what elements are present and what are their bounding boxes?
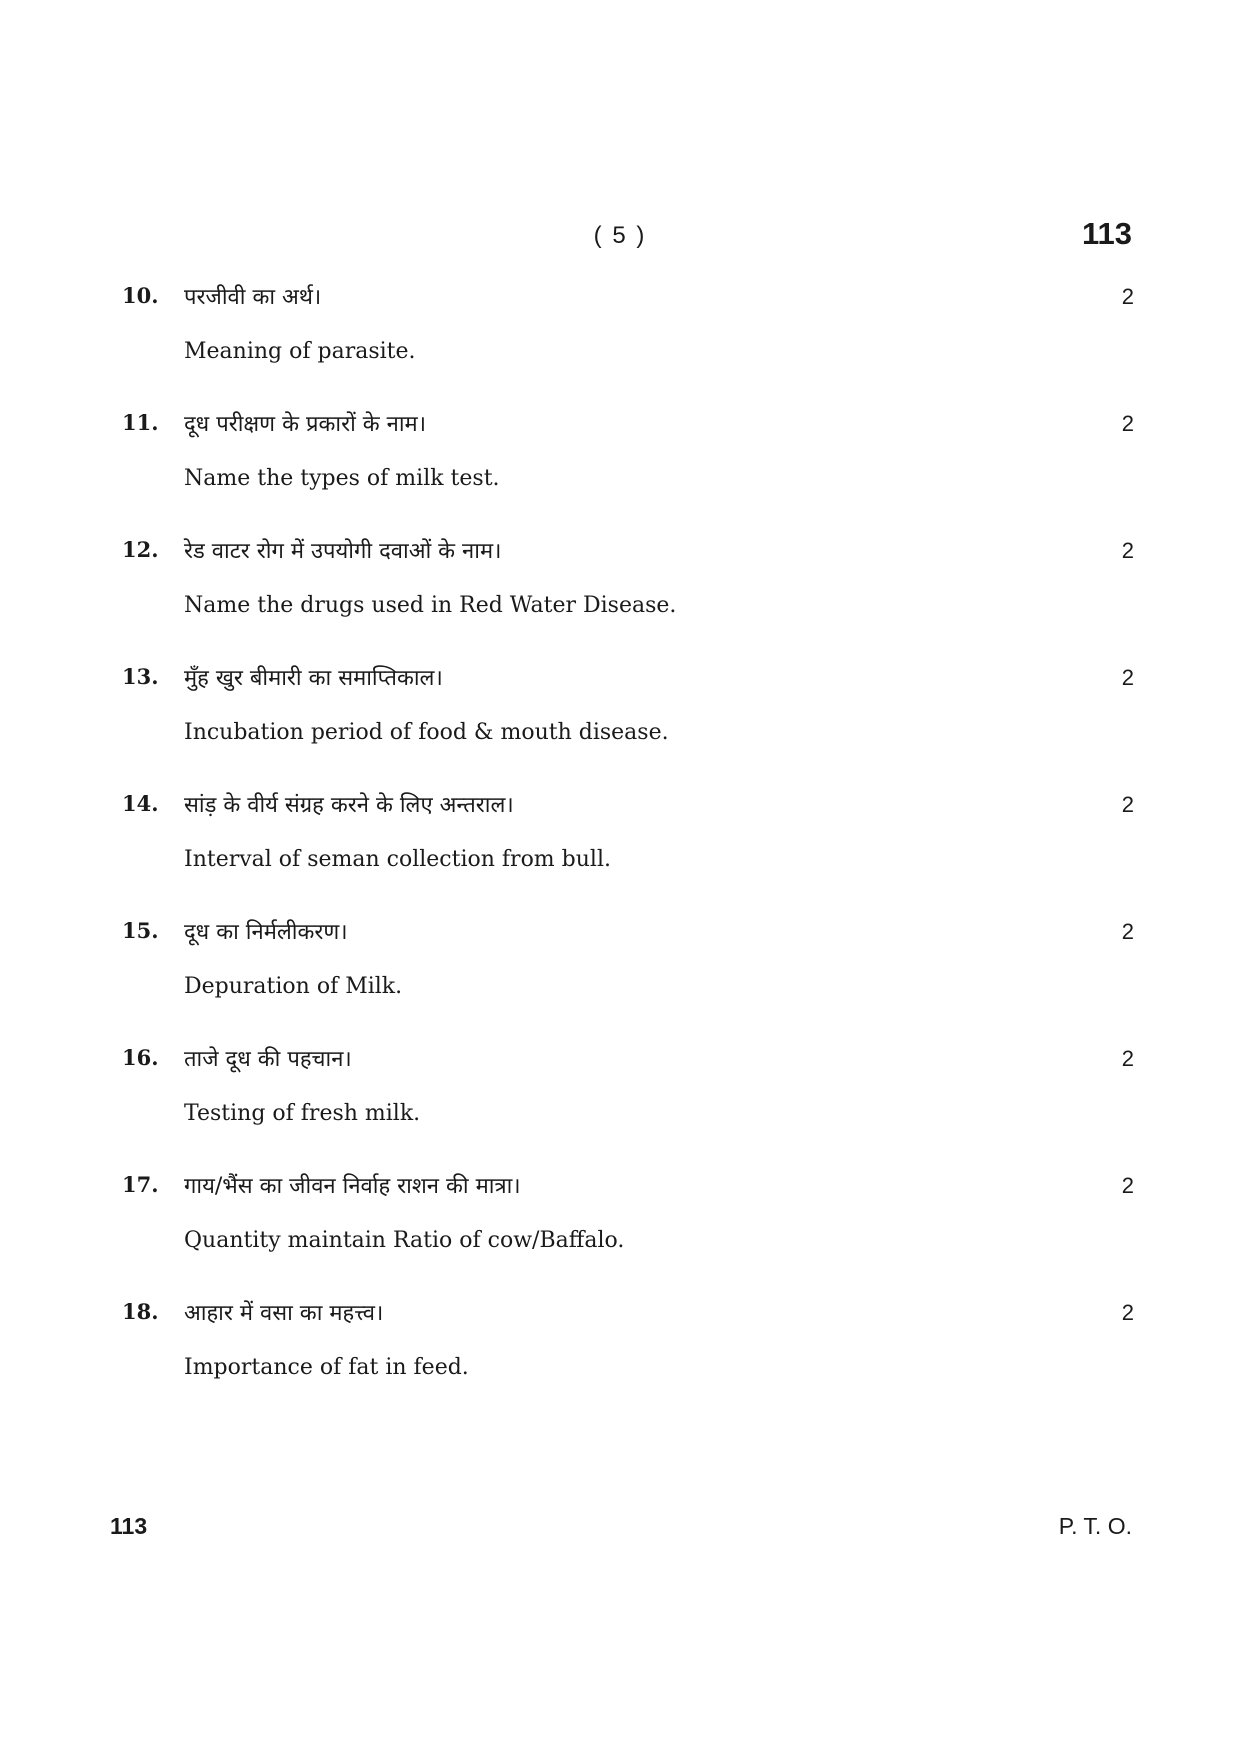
question-text-english: Depuration of Milk. — [184, 974, 403, 999]
question-item — [122, 664, 1134, 791]
question-marks: 2 — [1121, 1046, 1134, 1071]
paper-code-header: 113 — [1081, 216, 1132, 251]
question-text-english: Quantity maintain Ratio of cow/Baffalo. — [184, 1228, 625, 1253]
question-item — [122, 1172, 1134, 1299]
question-marks: 2 — [1121, 1173, 1134, 1198]
question-text-english: Name the drugs used in Red Water Disease. — [184, 593, 677, 618]
question-number: 15. — [122, 918, 159, 943]
question-number: 18. — [122, 1299, 159, 1324]
paper-code-footer: 113 — [110, 1513, 148, 1539]
question-number: 16. — [122, 1045, 159, 1070]
question-text-hindi: गाय/भैंस का जीवन निर्वाह राशन की मात्रा। — [184, 1174, 521, 1199]
question-marks: 2 — [1121, 411, 1134, 436]
question-number: 13. — [122, 664, 159, 689]
question-number: 10. — [122, 283, 159, 308]
question-item — [122, 410, 1134, 537]
question-item — [122, 537, 1134, 664]
question-number: 11. — [122, 410, 159, 435]
question-item — [122, 791, 1134, 918]
question-marks: 2 — [1121, 1300, 1134, 1325]
question-text-hindi: दूध परीक्षण के प्रकारों के नाम। — [184, 412, 427, 437]
page-number: ( 5 ) — [593, 222, 647, 249]
question-marks: 2 — [1121, 284, 1134, 309]
please-turn-over: P. T. O. — [1058, 1513, 1132, 1539]
question-number: 12. — [122, 537, 159, 562]
question-text-english: Meaning of parasite. — [184, 339, 416, 364]
question-marks: 2 — [1121, 919, 1134, 944]
question-item — [122, 1045, 1134, 1172]
question-marks: 2 — [1121, 665, 1134, 690]
question-number: 17. — [122, 1172, 159, 1197]
question-text-hindi: सांड़ के वीर्य संग्रह करने के लिए अन्तराल। — [184, 793, 514, 818]
question-marks: 2 — [1121, 538, 1134, 563]
question-text-english: Importance of fat in feed. — [184, 1355, 469, 1380]
question-text-hindi: मुँह खुर बीमारी का समाप्तिकाल। — [184, 666, 443, 691]
question-text-hindi: परजीवी का अर्थ। — [184, 285, 322, 310]
question-item — [122, 918, 1134, 1045]
question-text-english: Incubation period of food & mouth disease. — [184, 720, 669, 745]
question-text-hindi: आहार में वसा का महत्त्व। — [184, 1301, 384, 1326]
question-item — [122, 283, 1134, 410]
question-text-english: Testing of fresh milk. — [184, 1101, 421, 1126]
question-marks: 2 — [1121, 792, 1134, 817]
question-text-hindi: ताजे दूध की पहचान। — [184, 1047, 352, 1072]
question-text-hindi: रेड वाटर रोग में उपयोगी दवाओं के नाम। — [184, 539, 502, 564]
question-text-english: Interval of seman collection from bull. — [184, 847, 611, 872]
question-item — [122, 1299, 1134, 1426]
question-number: 14. — [122, 791, 159, 816]
question-text-english: Name the types of milk test. — [184, 466, 500, 491]
question-text-hindi: दूध का निर्मलीकरण। — [184, 920, 348, 945]
question-list — [122, 283, 1134, 1426]
